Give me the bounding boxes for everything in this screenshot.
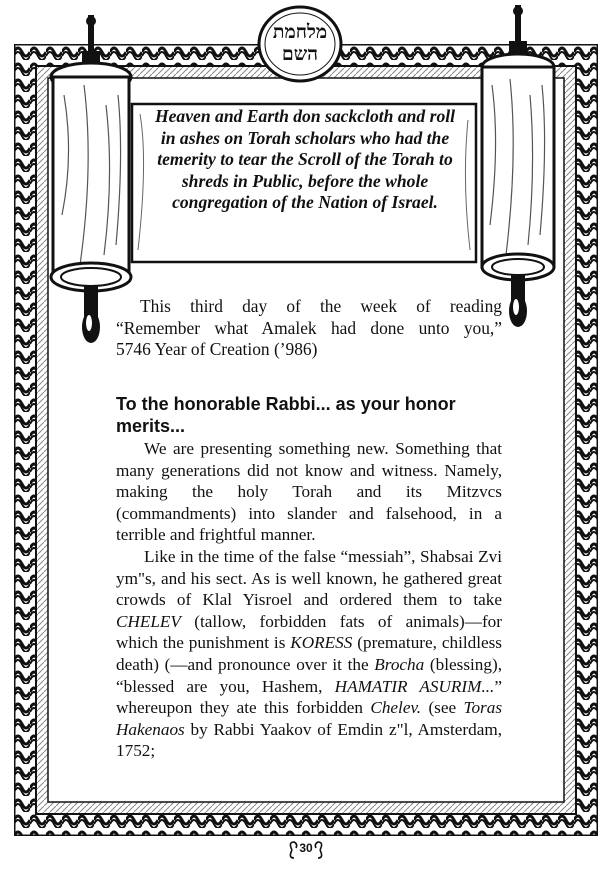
text-run: Like in the time of the false “messiah”, Shabsai Zvi ym"s, and his sect. As is well known, he gathered great crowds of Klal Yisroel and ordered them to take	[116, 546, 502, 610]
italic-term: CHELEV	[116, 611, 181, 631]
italic-term: Brocha	[374, 654, 425, 674]
paragraph-1: We are presenting something new. Something that many generations did not know and witness. Namely, making the holy Torah and its Mitzvcs (commandments) into slander and falsehood, in a terrible and frightful manner.	[116, 439, 502, 545]
letter-body	[116, 438, 502, 762]
seal-line-2: השם	[281, 43, 319, 65]
salutation-heading: To the honorable Rabbi... as your honor merits...	[116, 394, 456, 436]
page-number-text: 30	[299, 841, 313, 855]
text-run: ” whereupon they ate this forbidden	[116, 676, 502, 718]
seal-line-1: מלחמת	[272, 21, 328, 43]
seal-emblem	[256, 4, 344, 84]
text-run: by Rabbi Yaakov of Emdin z"l, Amsterdam, 1752;	[116, 719, 502, 761]
italic-term: KORESS	[290, 633, 353, 653]
text-run: (premature, childless death) (—and pronounce over it the	[116, 633, 502, 674]
dateline-line-2: “Remember what Amalek had done unto you,”	[116, 317, 502, 338]
dateline-line-3: 5746 Year of Creation (’986)	[116, 339, 318, 359]
dateline	[116, 296, 502, 361]
italic-term: HAMATIR ASURIM...	[334, 676, 495, 696]
italic-term: Chelev.	[370, 698, 422, 718]
paragraph-2	[116, 546, 502, 762]
banner-text: Heaven and Earth don sackcloth and roll in ashes on Torah scholars who had the temerity to tear the Scroll of the Torah to shreds in Public, before the whole congregation of the Nation of Israel.	[154, 106, 456, 212]
page-number	[288, 838, 324, 862]
text-run: (see	[421, 698, 464, 718]
text-run: (tallow, forbidden fats of animals)—for which the punishment is	[116, 611, 502, 653]
italic-term: Toras Hakenaos	[116, 698, 503, 739]
text-run: (blessing), “blessed are you, Hashem,	[116, 654, 502, 696]
right-scroll-roller	[470, 5, 566, 335]
dateline-line-1: This third day of the week of reading	[140, 296, 502, 316]
